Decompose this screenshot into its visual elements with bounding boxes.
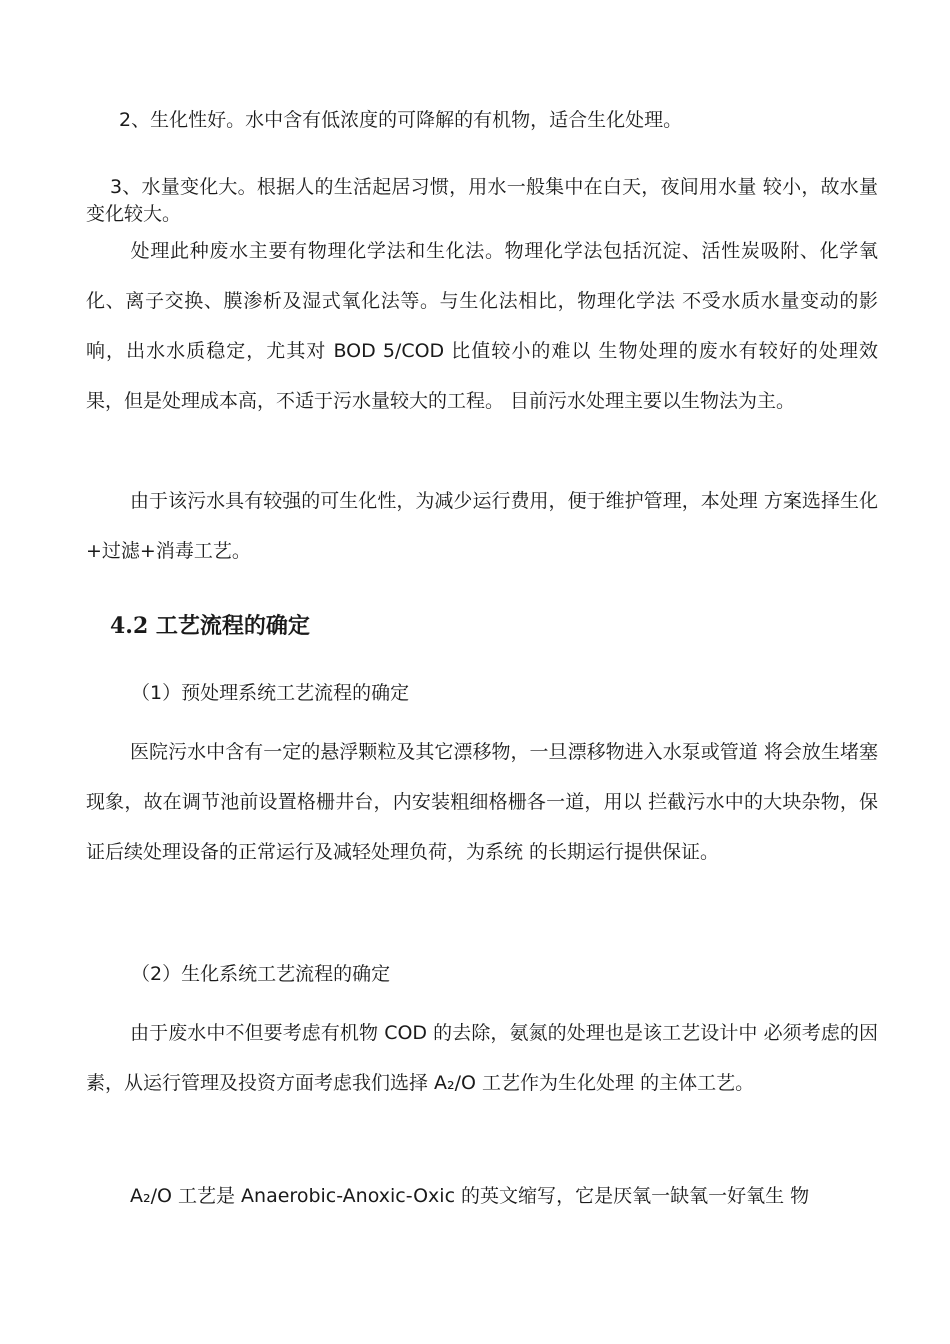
paragraph-text: 处理此种废水主要有物理化学法和生化法。物理化学法包括沉淀、活性炭吸附、化学氧化、离子交换、膜渗析及湿式氧化法等。与生化法相比，物理化学法 不受水质水量变动的影响，出水水质稳定，尤其对 BOD 5/COD 比值较小的难以 生物处理的废水有较好的处理效果，但是处理成本高，不适于污水量较大的工程。 目前污水处理主要以生物法为主。 (86, 240, 878, 412)
paragraph-text: A₂/O 工艺是 Anaerobic-Anoxic-Oxic 的英文缩写，它是厌氧一缺氧一好氧生 物 (130, 1185, 810, 1207)
paragraph-biodegradability (86, 107, 878, 134)
paragraph-process-choice (86, 476, 878, 576)
paragraph-text: 由于该污水具有较强的可生化性，为减少运行费用，便于维护管理，本处理 方案选择生化+过滤+消毒工艺。 (86, 490, 878, 562)
subsection-heading-pretreatment: （1）预处理系统工艺流程的确定 (131, 682, 410, 704)
paragraph-treatment-methods (86, 226, 878, 426)
paragraph-text: 3、水量变化大。根据人的生活起居习惯，用水一般集中在白天，夜间用水量 较小，故水量变化较大。 (86, 176, 878, 225)
paragraph-pretreatment (86, 727, 878, 877)
subsection-heading-biochemical: （2）生化系统工艺流程的确定 (131, 963, 391, 985)
section-heading: 4.2 工艺流程的确定 (110, 613, 310, 639)
paragraph-text: 医院污水中含有一定的悬浮颗粒及其它漂移物，一旦漂移物进入水泵或管道 将会放生堵塞现象，故在调节池前设置格栅井台，内安装粗细格栅各一道，用以 拦截污水中的大块杂物，保证后续处理设备的正常运行及减轻处理负荷，为系统 的长期运行提供保证。 (86, 741, 878, 863)
paragraph-a2o-definition (86, 1171, 878, 1221)
paragraph-text: 由于废水中不但要考虑有机物 COD 的去除，氨氮的处理也是该工艺设计中 必须考虑的因素，从运行管理及投资方面考虑我们选择 A₂/O 工艺作为生化处理 的主体工艺。 (86, 1022, 878, 1094)
paragraph-text: 2、生化性好。水中含有低浓度的可降解的有机物，适合生化处理。 (119, 109, 683, 131)
paragraph-biochemical (86, 1008, 878, 1108)
paragraph-water-volume (86, 174, 878, 228)
